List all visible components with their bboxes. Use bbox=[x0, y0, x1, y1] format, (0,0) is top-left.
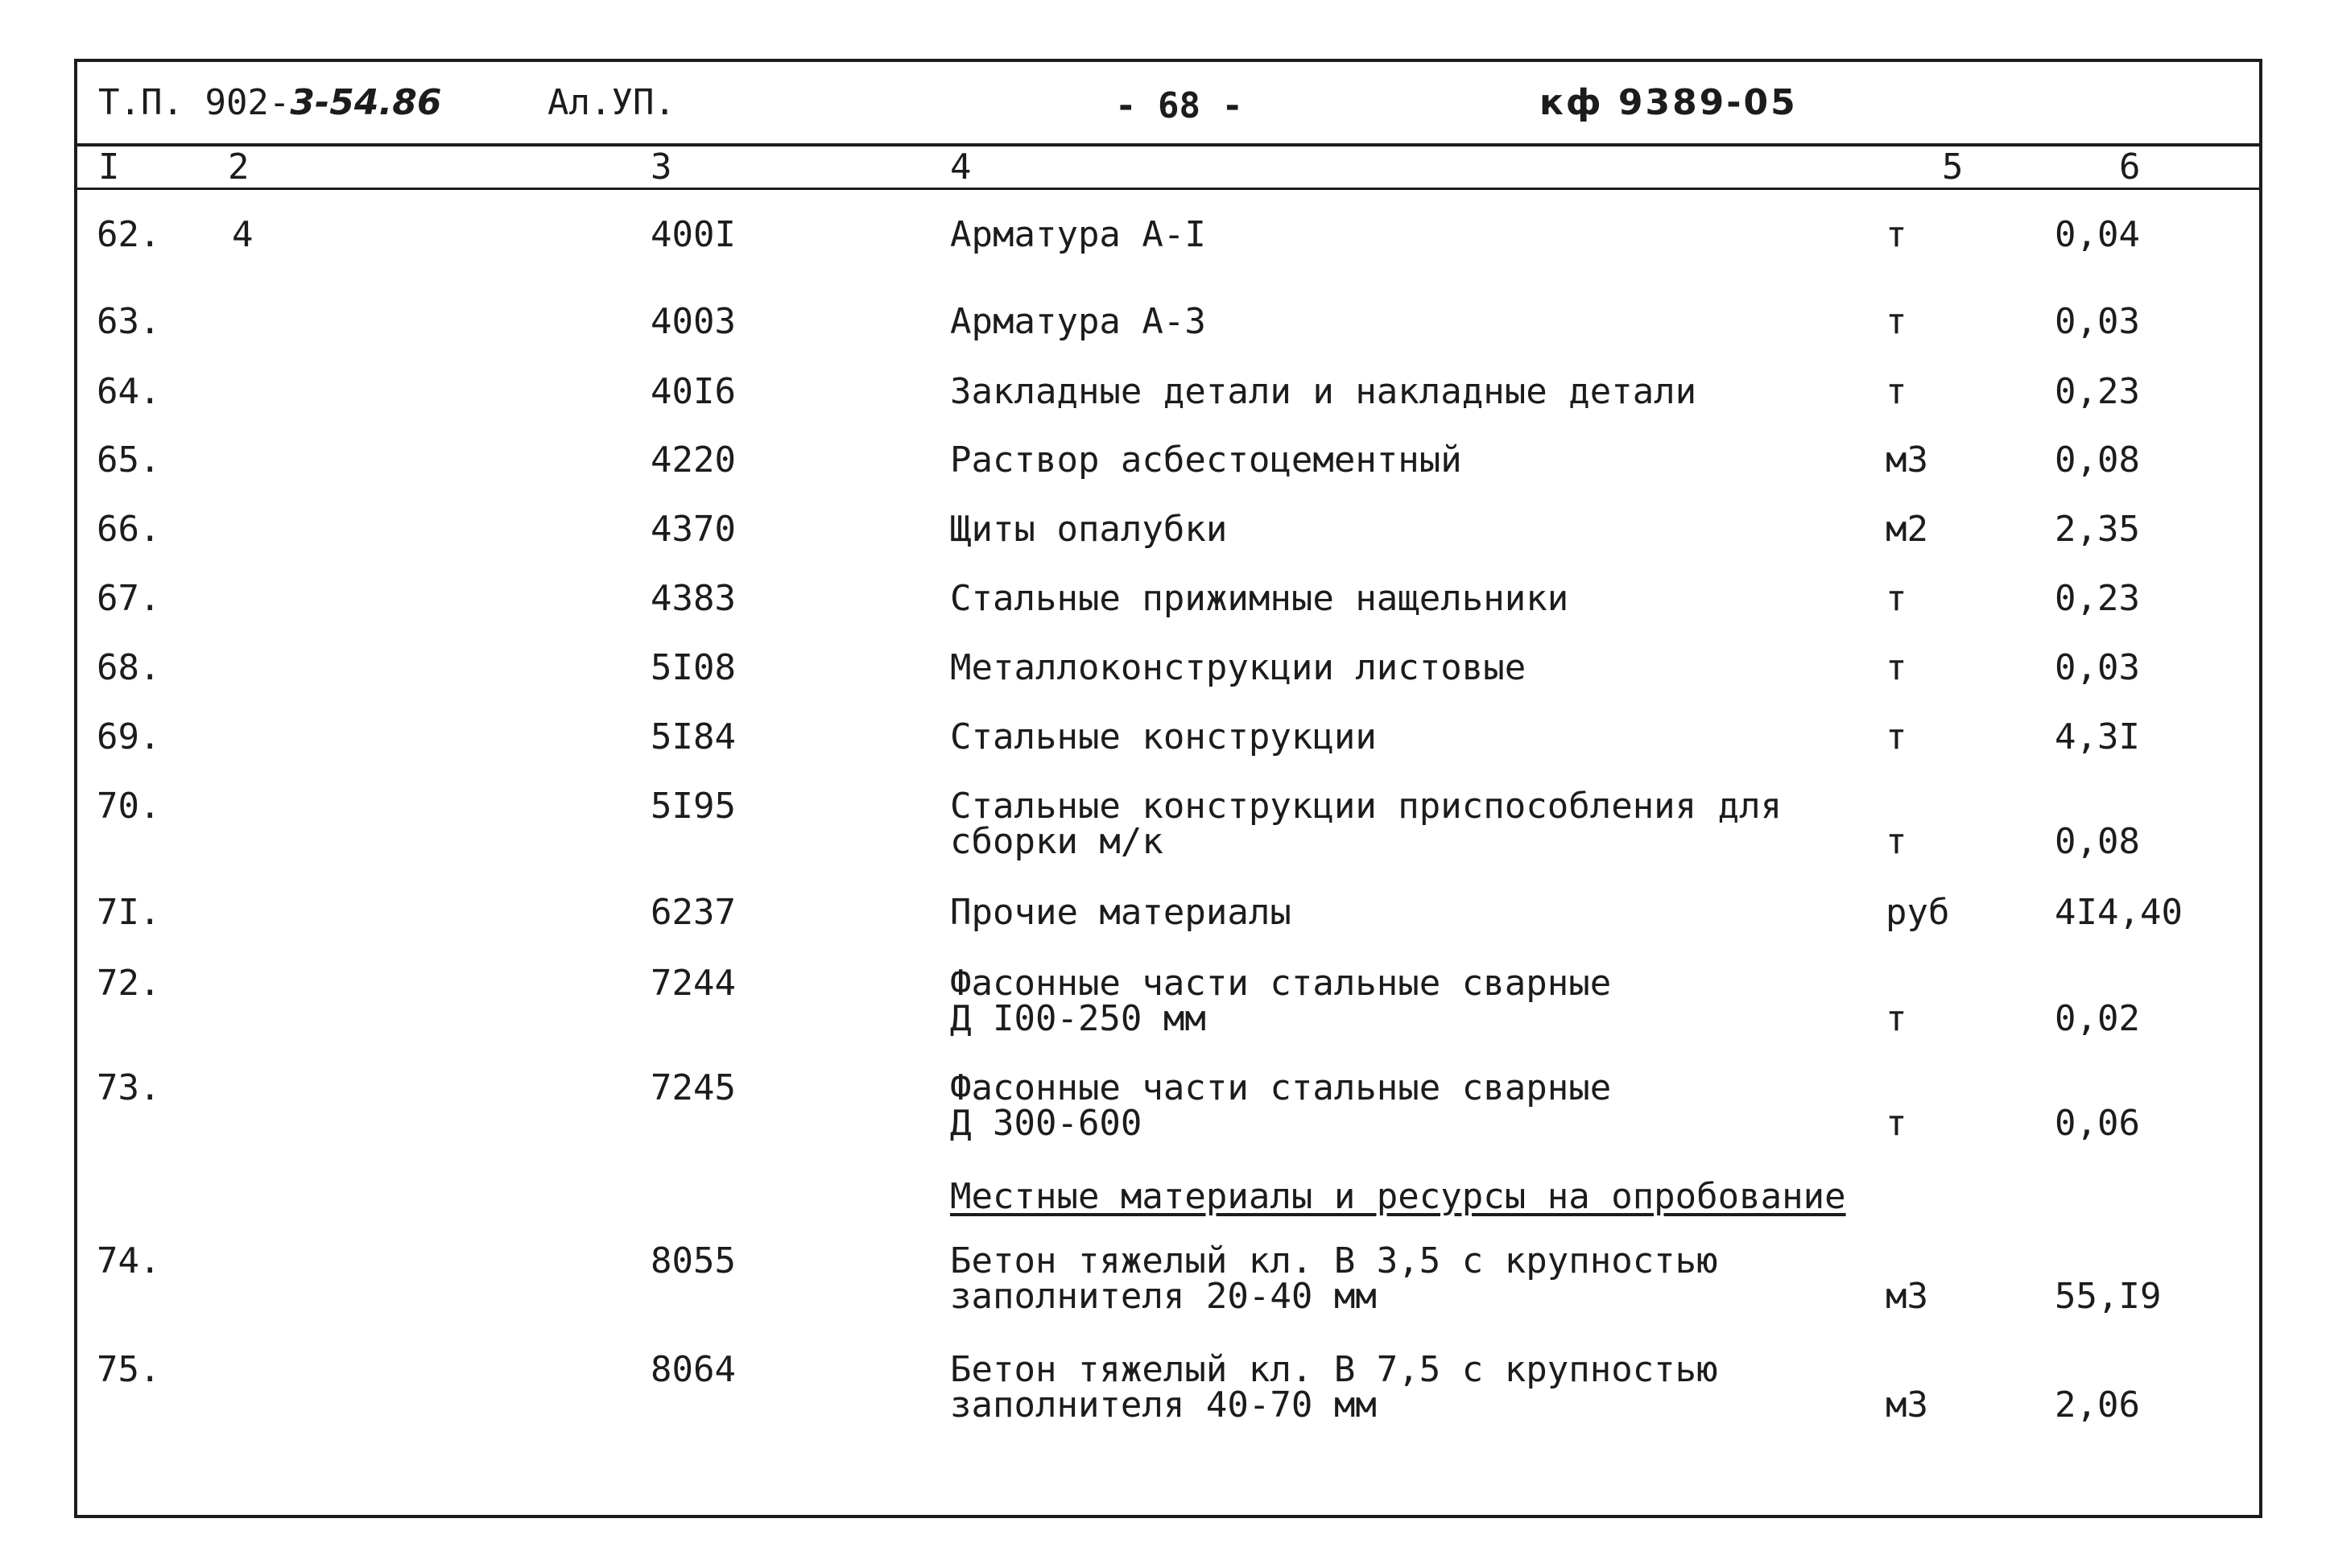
row-quantity: 2,06 bbox=[2055, 1384, 2140, 1426]
row-code: 6237 bbox=[651, 892, 736, 933]
row-name-line: Прочие материалы bbox=[950, 892, 1291, 933]
row-quantity: 0,23 bbox=[2055, 371, 2140, 412]
row-code: 8055 bbox=[651, 1240, 736, 1281]
row-quantity: 0,08 bbox=[2055, 821, 2140, 862]
row-quantity: 0,02 bbox=[2055, 998, 2140, 1039]
row-name-line: Бетон тяжелый кл. В 7,5 с крупностью bbox=[950, 1349, 1718, 1390]
row-quantity: 0,06 bbox=[2055, 1103, 2140, 1144]
row-unit: м3 bbox=[1886, 1276, 1928, 1317]
row-unit: т bbox=[1886, 1103, 1907, 1144]
row-quantity: 0,03 bbox=[2055, 301, 2140, 342]
row-code: 5I84 bbox=[651, 716, 736, 757]
doc-number bbox=[98, 82, 442, 123]
row-number: 75. bbox=[97, 1349, 161, 1390]
col-header-4: 4 bbox=[950, 146, 972, 188]
col-header-1: I bbox=[98, 146, 120, 188]
row-quantity: 2,35 bbox=[2055, 509, 2140, 550]
row-number: 67. bbox=[97, 578, 161, 619]
row-code: 8064 bbox=[651, 1349, 736, 1390]
row-column-2: 4 bbox=[232, 214, 254, 255]
row-number: 7I. bbox=[97, 892, 161, 933]
row-name-line: Фасонные части стальные сварные bbox=[950, 963, 1612, 1004]
row-quantity: 4I4,40 bbox=[2055, 892, 2183, 933]
row-name-line: сборки м/к bbox=[950, 821, 1163, 862]
row-number: 68. bbox=[97, 647, 161, 688]
row-unit: руб bbox=[1886, 892, 1950, 933]
column-header-divider bbox=[74, 188, 2262, 190]
row-name-line: Фасонные части стальные сварные bbox=[950, 1067, 1612, 1108]
row-number: 73. bbox=[97, 1067, 161, 1108]
row-name-line: Д I00-250 мм bbox=[950, 998, 1206, 1039]
row-code: 5I95 bbox=[651, 786, 736, 827]
header-divider bbox=[74, 143, 2262, 146]
col-header-3: 3 bbox=[651, 146, 672, 188]
row-name-line: Стальные конструкции приспособления для bbox=[950, 786, 1783, 827]
row-name-line: Металлоконструкции листовые bbox=[950, 647, 1526, 688]
row-unit: т bbox=[1886, 301, 1907, 342]
archive-stamp: кф 9389-05 bbox=[1539, 82, 1798, 123]
row-name-line: Щиты опалубки bbox=[950, 509, 1228, 550]
row-code: 5I08 bbox=[651, 647, 736, 688]
row-unit: т bbox=[1886, 716, 1907, 757]
row-unit: т bbox=[1886, 821, 1907, 862]
row-name-line: Д 300-600 bbox=[950, 1103, 1142, 1144]
row-number: 74. bbox=[97, 1240, 161, 1281]
row-unit: м3 bbox=[1886, 439, 1928, 481]
row-code: 4003 bbox=[651, 301, 736, 342]
col-header-2: 2 bbox=[228, 146, 250, 188]
row-quantity: 0,23 bbox=[2055, 578, 2140, 619]
row-number: 62. bbox=[97, 214, 161, 255]
row-code: 4370 bbox=[651, 509, 736, 550]
row-code: 40I6 bbox=[651, 371, 736, 412]
row-unit: т bbox=[1886, 578, 1907, 619]
row-code: 4383 bbox=[651, 578, 736, 619]
row-name-line: Арматура А-3 bbox=[950, 301, 1206, 342]
row-code: 7245 bbox=[651, 1067, 736, 1108]
section-heading: Местные материалы и ресурсы на опробование bbox=[950, 1176, 1846, 1217]
row-quantity: 0,03 bbox=[2055, 647, 2140, 688]
row-unit: т bbox=[1886, 647, 1907, 688]
row-unit: м3 bbox=[1886, 1384, 1928, 1426]
row-name-line: Раствор асбестоцементный bbox=[950, 439, 1462, 481]
row-unit: т bbox=[1886, 998, 1907, 1039]
row-code: 400I bbox=[651, 214, 736, 255]
page-number: - 68 - bbox=[1115, 85, 1243, 126]
row-quantity: 4,3I bbox=[2055, 716, 2140, 757]
row-quantity: 0,08 bbox=[2055, 439, 2140, 481]
row-name-line: Арматура А-I bbox=[950, 214, 1206, 255]
row-name-line: Закладные детали и накладные детали bbox=[950, 371, 1697, 412]
row-name-line: заполнителя 20-40 мм bbox=[950, 1276, 1377, 1317]
row-number: 66. bbox=[97, 509, 161, 550]
row-name-line: заполнителя 40-70 мм bbox=[950, 1384, 1377, 1426]
row-code: 7244 bbox=[651, 963, 736, 1004]
row-name-line: Стальные прижимные нащельники bbox=[950, 578, 1569, 619]
row-quantity: 55,I9 bbox=[2055, 1276, 2162, 1317]
doc-number-handwritten: 3-54.86 bbox=[290, 82, 442, 123]
row-name-line: Стальные конструкции bbox=[950, 716, 1377, 757]
col-header-5: 5 bbox=[1942, 146, 1964, 188]
row-number: 63. bbox=[97, 301, 161, 342]
row-number: 70. bbox=[97, 786, 161, 827]
doc-prefix: Т.П. 902- bbox=[98, 82, 291, 123]
row-number: 64. bbox=[97, 371, 161, 412]
row-number: 72. bbox=[97, 963, 161, 1004]
row-unit: м2 bbox=[1886, 509, 1928, 550]
row-number: 65. bbox=[97, 439, 161, 481]
row-code: 4220 bbox=[651, 439, 736, 481]
row-name-line: Бетон тяжелый кл. В 3,5 с крупностью bbox=[950, 1240, 1718, 1281]
row-number: 69. bbox=[97, 716, 161, 757]
album-label: Ал.УП. bbox=[547, 82, 675, 123]
row-unit: т bbox=[1886, 371, 1907, 412]
col-header-6: 6 bbox=[2119, 146, 2141, 188]
row-quantity: 0,04 bbox=[2055, 214, 2140, 255]
row-unit: т bbox=[1886, 214, 1907, 255]
